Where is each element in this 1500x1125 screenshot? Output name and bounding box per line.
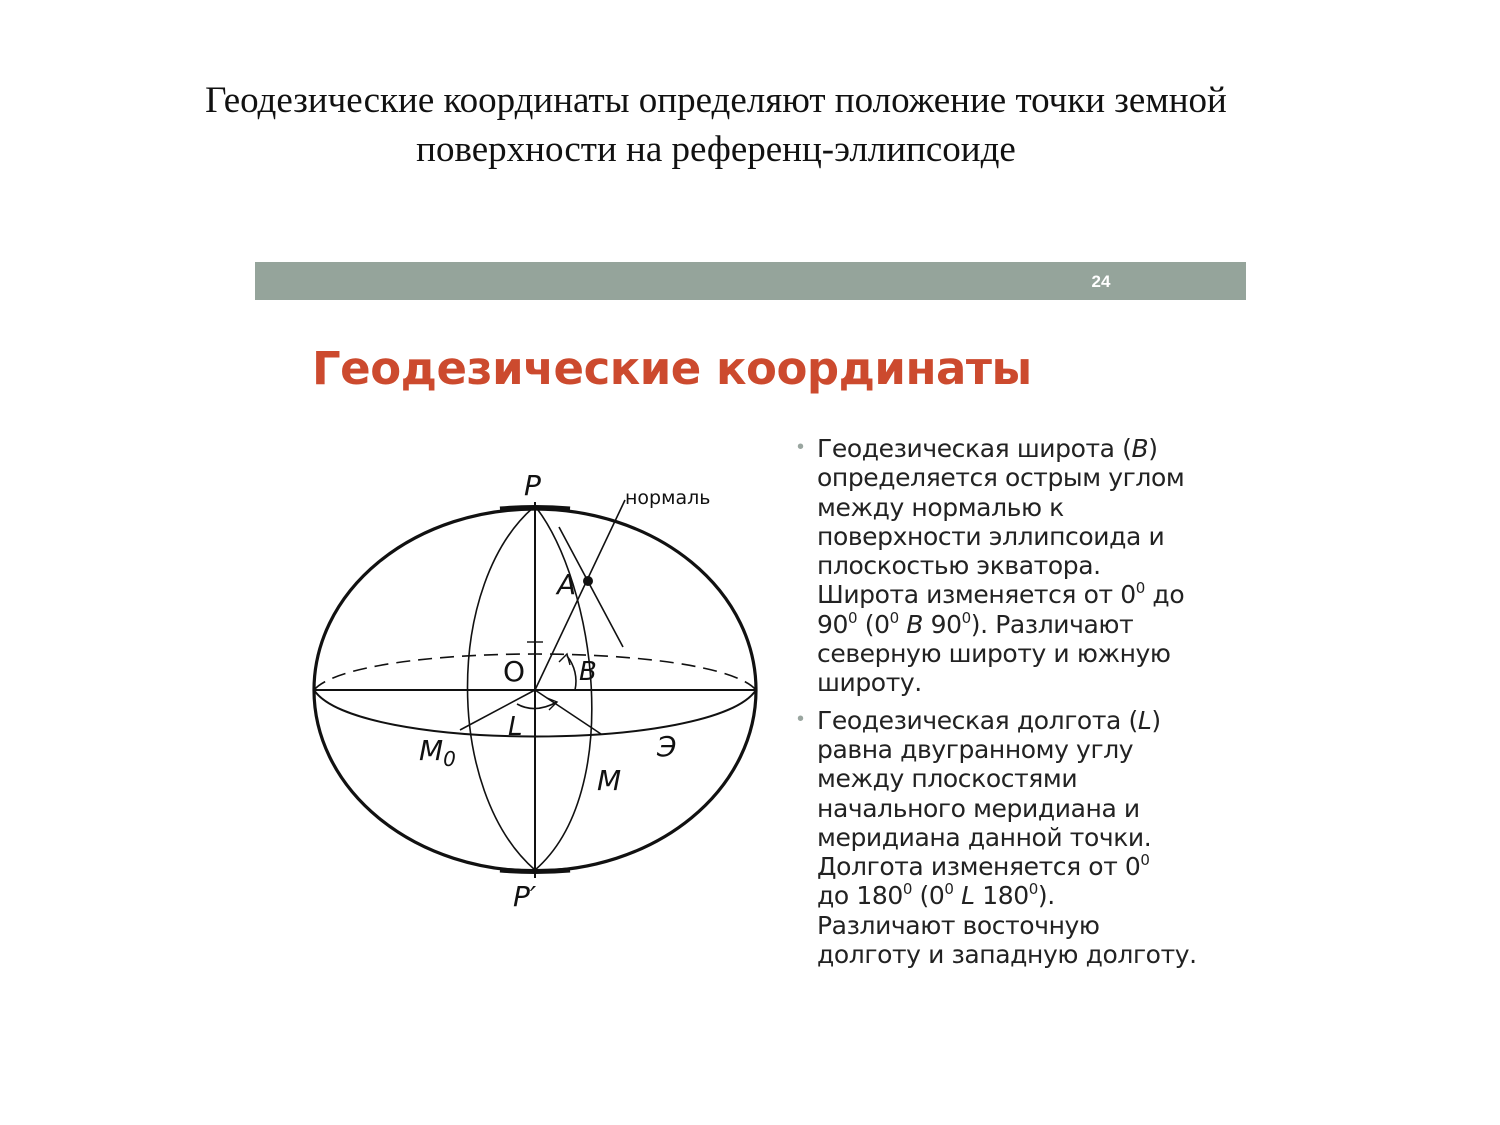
label-meridian-point: M	[597, 764, 622, 797]
ellipsoid-diagram	[295, 452, 765, 922]
superscript: 0	[848, 608, 858, 627]
page-title-line-2: поверхности на референц-эллипсоиде	[416, 129, 1016, 170]
bullet-line: долготу и западную долготу.	[817, 940, 1197, 970]
label-latitude: B	[579, 657, 597, 687]
slide-heading: Геодезические координаты	[312, 342, 1032, 395]
bullet-latitude	[795, 434, 1235, 698]
bullet-line: начального меридиана и	[817, 793, 1140, 823]
bullet-line: определяется острым углом	[817, 463, 1185, 493]
label-south-pole: P′	[513, 880, 537, 913]
superscript: 0	[961, 608, 971, 627]
bullet-line: широту.	[817, 668, 922, 698]
label-center: O	[503, 655, 526, 688]
slide	[255, 262, 1246, 1004]
superscript: 0	[944, 880, 954, 899]
bullet-line: Геодезическая широта (B)	[817, 434, 1158, 463]
label-initial-meridian-point	[419, 734, 456, 771]
meridian-of-point	[535, 506, 592, 870]
bullet-line: северную широту и южную	[817, 639, 1171, 669]
italic-symbol: L	[961, 881, 975, 911]
bullet-line: Широта изменяется от $0^0$ до	[817, 579, 1185, 610]
bullet-line: плоскостью экватора.	[817, 551, 1101, 581]
bullet-list	[795, 434, 1235, 977]
latitude-arrow	[559, 654, 570, 665]
bullet-line: до $180^0$ ($0^0$ L $180^0$).	[817, 880, 1055, 911]
bullet-line: Долгота изменяется от $0^0$	[817, 851, 1150, 882]
superscript: 0	[889, 608, 899, 627]
label-longitude: L	[508, 712, 523, 742]
bullet-line: равна двугранному углу	[817, 734, 1134, 764]
bullet-line: $90^0$ ($0^0$ B $90^0$). Различают	[817, 608, 1134, 639]
superscript: 0	[902, 880, 913, 899]
page-title-line-1: Геодезические координаты определяют положение точки земной	[205, 80, 1227, 121]
initial-meridian	[468, 506, 536, 870]
bullet-line: Геодезическая долгота (L)	[817, 705, 1161, 735]
bullet-line: между плоскостями	[817, 764, 1078, 794]
radius-to-m0	[460, 690, 535, 730]
bullet-line: между нормалью к	[817, 492, 1064, 522]
label-m0-subscript: 0	[443, 747, 456, 771]
slide-header-bar	[255, 262, 1246, 300]
bullet-line: поверхности эллипсоида и	[817, 521, 1165, 551]
superscript: 0	[1028, 880, 1038, 899]
italic-symbol: L	[1137, 705, 1152, 735]
page-title	[80, 76, 1352, 174]
label-m0-letter: M	[419, 734, 444, 767]
bullet-dot: •	[797, 436, 805, 458]
superscript: 0	[1135, 579, 1145, 598]
slide-number: 24	[1091, 272, 1111, 291]
label-normal: нормаль	[625, 487, 711, 509]
superscript: 0	[1140, 851, 1150, 870]
bullet-dot: •	[797, 707, 805, 730]
label-equator: Э	[657, 730, 677, 763]
italic-symbol: B	[1131, 434, 1149, 463]
italic-symbol: B	[906, 609, 924, 639]
label-north-pole: P	[524, 469, 541, 502]
label-point-a: A	[557, 568, 577, 601]
bullet-text	[817, 706, 1235, 970]
point-a	[583, 576, 593, 586]
bullet-line: Различают восточную	[817, 910, 1100, 940]
bullet-longitude	[795, 706, 1235, 970]
bullet-text	[817, 434, 1235, 698]
bullet-line: меридиана данной точки.	[817, 822, 1152, 852]
